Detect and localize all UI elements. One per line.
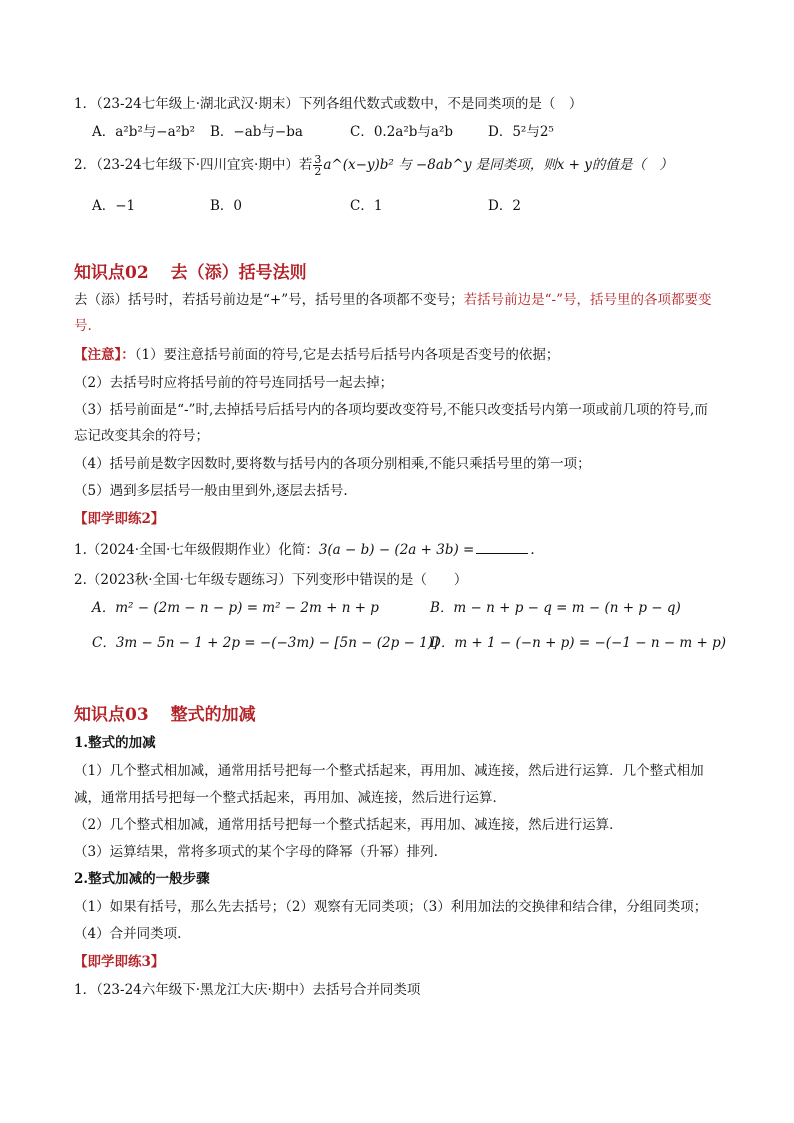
rule-red-text: 若括号前边是“-”号，括号里的各项都要变 <box>463 292 712 308</box>
section-2-heading <box>74 258 307 283</box>
practice-2-label: 【即学即练2】 <box>74 511 165 527</box>
note-5: （5）遇到多层括号一般由里到外,逐层去括号. <box>74 483 348 499</box>
subsection-1-title: 1.整式的加减 <box>74 735 156 751</box>
question-2-expression: a^(x−y)b² 与 −8ab^y 是同类项，则x + y的值是（ ） <box>323 157 673 173</box>
practice-2-option-c: C．3m − 5n − 1 + 2p = −(−3m) − [5n − (2p − 1)] <box>92 635 439 651</box>
question-1-stem: 1．（23-24七年级上·湖北武汉·期末）下列各组代数式或数中，不是同类项的是（ ） <box>74 96 583 112</box>
practice-2-q1-expression: 3(a − b) − (2a + 3b) = <box>318 542 475 558</box>
question-1-option-c: C．0.2a²b与a²b <box>350 124 454 140</box>
question-2-option-d: D．2 <box>488 198 521 214</box>
section-3-heading <box>74 700 256 725</box>
question-2-fraction <box>313 154 322 177</box>
question-2-option-c: C．1 <box>350 198 383 214</box>
note-2: （2）去括号时应将括号前的符号连同括号一起去掉； <box>74 375 394 391</box>
practice-2-option-a: A．m² − (2m − n − p) = m² − 2m + n + p <box>92 600 379 616</box>
practice-2-option-d: D．m + 1 − (−n + p) = −(−1 − n − m + p) <box>430 635 727 651</box>
subsection-1-line-1: （1）几个整式相加减，通常用括号把每一个整式括起来，再用加、减连接，然后进行运算．几个整式相加 <box>74 763 704 779</box>
note-4: （4）括号前是数字因数时,要将数与括号内的各项分别相乘,不能只乘括号里的第一项； <box>74 456 591 472</box>
question-1-option-d: D．5²与2⁵ <box>488 124 554 140</box>
practice-2-option-b: B．m − n + p − q = m − (n + p − q) <box>430 600 681 616</box>
question-2-option-b: B．0 <box>210 198 243 214</box>
subsection-1-line-2: 减，通常用括号把每一个整式括起来，再用加、减连接，然后进行运算． <box>74 790 506 806</box>
subsection-2-title: 2.整式加减的一般步骤 <box>74 871 210 887</box>
practice-2-q1-end: . <box>530 542 535 558</box>
rule-line-2: 号. <box>74 318 92 334</box>
note-label: 【注意】： <box>74 347 135 363</box>
practice-3-question-1: 1．（23-24六年级下·黑龙江大庆·期中）去括号合并同类项 <box>74 982 421 998</box>
rule-line-1 <box>74 290 712 310</box>
practice-2-question-2: 2.（2023秋·全国·七年级专题练习）下列变形中错误的是（ ） <box>74 572 468 588</box>
section-3-number: 知识点03 <box>74 705 149 725</box>
practice-2-q1-stem: 1.（2024·全国·七年级假期作业）化简： <box>74 542 319 558</box>
rule-black-text: 去（添）括号时，若括号前边是“+”号，括号里的各项都不变号； <box>74 292 464 308</box>
fraction-denominator: 2 <box>314 165 322 178</box>
subsection-1-line-3: （2）几个整式相加减，通常用括号把每一个整式括起来，再用加、减连接，然后进行运算． <box>74 817 623 833</box>
subsection-1-line-4: （3）运算结果，常将多项式的某个字母的降幂（升幂）排列. <box>74 844 438 860</box>
fraction-numerator: 3 <box>314 153 322 166</box>
subsection-2-line-1: （1）如果有括号，那么先去括号；（2）观察有无同类项；（3）利用加法的交换律和结合律，分组同类项； <box>74 899 708 915</box>
answer-blank[interactable] <box>476 539 528 554</box>
question-2-option-a: A．−1 <box>92 198 136 214</box>
section-2-number: 知识点02 <box>74 263 149 283</box>
subsection-2-line-2: （4）合并同类项. <box>74 926 182 942</box>
note-1 <box>74 345 559 365</box>
note-3-line-1: （3）括号前面是“-”时,去掉括号后括号内的各项均要改变符号,不能只改变括号内第一项或前几项的符号,而 <box>74 402 708 418</box>
question-1-option-b: B．−ab与−ba <box>210 124 303 140</box>
question-1-option-a: A．a²b²与−a²b² <box>92 124 196 140</box>
practice-2-question-1 <box>74 539 535 560</box>
section-3-title: 整式的加减 <box>170 705 256 725</box>
section-2-title: 去（添）括号法则 <box>170 263 307 283</box>
question-2-stem <box>74 154 673 177</box>
practice-3-label: 【即学即练3】 <box>74 954 165 970</box>
note-1-text: （1）要注意括号前面的符号,它是去括号后括号内各项是否变号的依据； <box>134 347 560 363</box>
note-3-line-2: 忘记改变其余的符号； <box>74 428 209 444</box>
question-2-prefix: 2．（23-24七年级下·四川宜宾·期中）若 <box>74 157 313 173</box>
